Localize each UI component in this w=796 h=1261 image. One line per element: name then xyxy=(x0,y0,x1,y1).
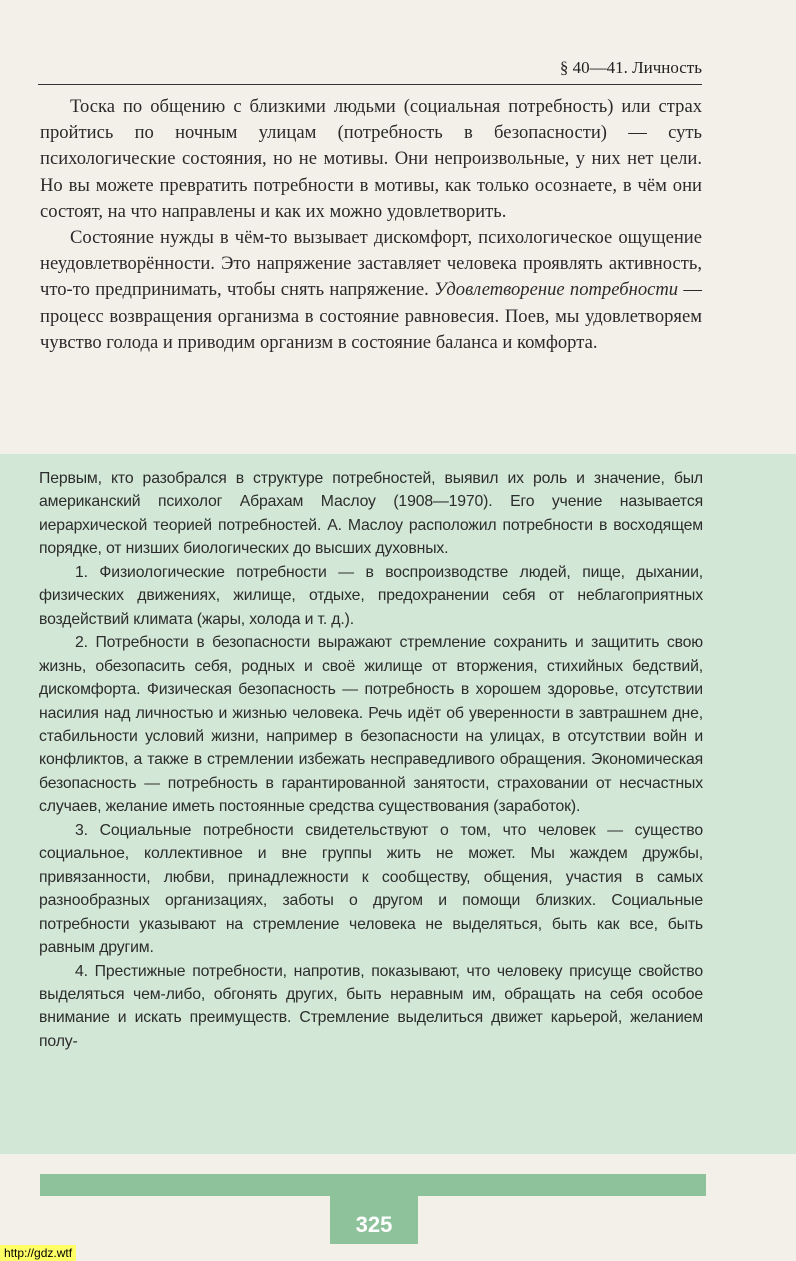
box-item-safety: 2. Потребности в безопасности выражают стремление сохранить и защитить свою жизнь, обезопасить себя, родных и своё жилище от вторжения, стихийных бедствий, дискомфорта. Физическая безопасность — потребность в хорошем здоровье, отсутствии насилия над личностью и жизнью человека. Речь идёт об уверенности в завтрашнем дне, стабильности условий жизни, например в безопасности на улицах, в отсутствии войн и конфликтов, а также в стремлении избежать несправедливого обращения. Экономическая безопасность — потребность в гарантированной занятости, страховании от несчастных случаев, желание иметь постоянные средства существования (заработок). xyxy=(39,634,703,816)
box-item-physiological: 1. Физиологические потребности — в воспроизводстве людей, пище, дыхании, физических движениях, жилище, отдыхе, предохранении себя от неблагоприятных воздействий климата (жары, холода и т. д.). xyxy=(39,563,703,628)
main-text xyxy=(40,94,702,356)
running-header xyxy=(38,56,702,85)
box-item-prestige: 4. Престижные потребности, напротив, показывают, что человеку присуще свойство выделяться чем-либо, обгонять других, быть неравным им, обращать на себя особое внимание и искать преимуществ. Стремление выделиться движет карьерой, желанием полу- xyxy=(39,962,703,1050)
section-title: § 40—41. Личность xyxy=(559,58,702,77)
main-paragraph-2-end: — процесс возвращения организма в состояние равновесия. Поев, мы удовлетворяем чувство голода и приводим организм в состояние баланса и комфорта. xyxy=(40,279,702,353)
maslow-info-box xyxy=(0,454,796,1154)
page-number: 325 xyxy=(355,1212,393,1237)
main-paragraph-2 xyxy=(40,225,702,356)
main-paragraph-2-start: Состояние нужды в чём-то вызывает дискомфорт, психологическое ощущение неудовлетворённости. Это напряжение заставляет человека проявлять активность, что-то предпринимать, чтобы снять напряжение. xyxy=(40,227,702,301)
box-item-social: 3. Социальные потребности свидетельствуют о том, что человек — существо социальное, коллективное и вне группы жить не может. Мы жаждем дружбы, привязанности, любви, принадлежности к сообществу, общения, участия в самых разнообразных организациях, заботы о другом и помощи близких. Социальные потребности указывают на стремление человека не выделяться, быть как все, быть равным другим. xyxy=(39,821,703,957)
box-intro: Первым, кто разобрался в структуре потребностей, выявил их роль и значение, был американский психолог Абрахам Маслоу (1908—1970). Его учение называется иерархической теорией потребностей. А. Маслоу расположил потребности в восходящем порядке, от низших биологических до высших духовных. xyxy=(39,470,703,558)
info-box-text xyxy=(39,467,703,1053)
watermark-link[interactable]: http://gdz.wtf xyxy=(0,1245,76,1261)
term-need-satisfaction: Удовлетворение потребности xyxy=(434,279,679,301)
main-paragraph-1: Тоска по общению с близкими людьми (социальная потребность) или страх пройтись по ночным улицам (потребность в безопасности) — суть психологические состояния, но не мотивы. Они непроизвольные, у них нет цели. Но вы можете превратить потребности в мотивы, как только осознаете, в чём они состоят, на что направлены и как их можно удовлетворить. xyxy=(40,96,702,222)
footer-bar xyxy=(40,1174,706,1196)
